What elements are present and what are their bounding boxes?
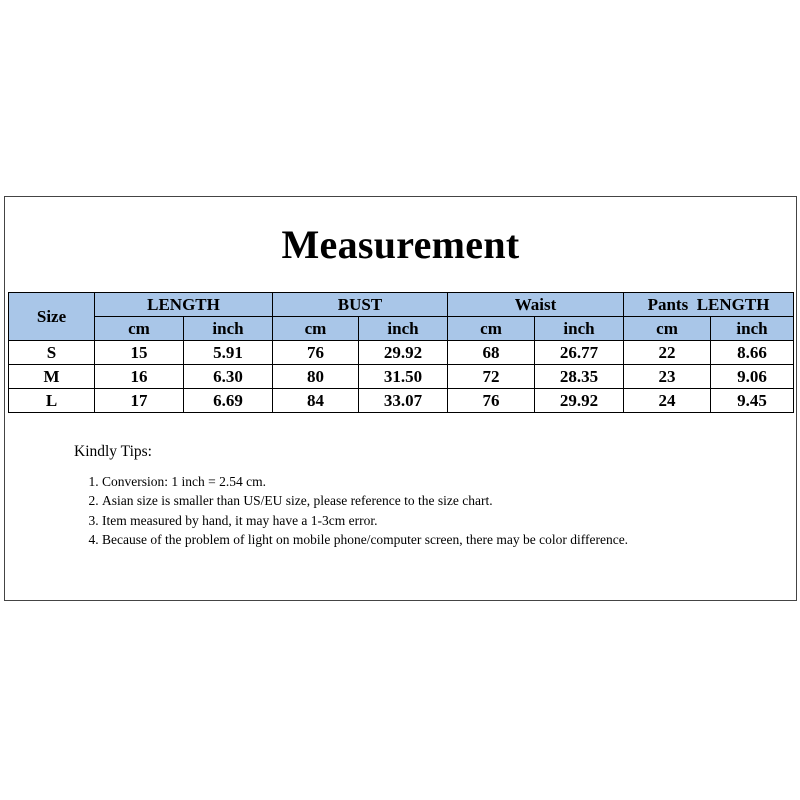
value-cell: 16 xyxy=(95,365,184,389)
tip-item: 1. Conversion: 1 inch = 2.54 cm. xyxy=(102,472,754,492)
header-bust: BUST xyxy=(273,293,448,317)
tip-item: 4. Because of the problem of light on mobile phone/computer screen, there may be color difference. xyxy=(102,530,754,550)
value-cell: 6.69 xyxy=(184,389,273,413)
value-cell: 17 xyxy=(95,389,184,413)
value-cell: 26.77 xyxy=(535,341,624,365)
tip-item: 2. Asian size is smaller than US/EU size, please reference to the size chart. xyxy=(102,491,754,511)
unit-cell: cm xyxy=(624,317,711,341)
value-cell: 68 xyxy=(448,341,535,365)
value-cell: 5.91 xyxy=(184,341,273,365)
unit-cell: cm xyxy=(448,317,535,341)
header-length: LENGTH xyxy=(95,293,273,317)
value-cell: 33.07 xyxy=(359,389,448,413)
tips-heading: Kindly Tips: xyxy=(74,443,152,460)
size-cell: S xyxy=(9,341,95,365)
page-title: Measurement xyxy=(281,222,520,267)
tips-section xyxy=(74,442,754,550)
table-header-row-groups xyxy=(9,293,794,317)
value-cell: 9.06 xyxy=(711,365,794,389)
value-cell: 80 xyxy=(273,365,359,389)
unit-cell: inch xyxy=(359,317,448,341)
unit-cell: inch xyxy=(535,317,624,341)
value-cell: 72 xyxy=(448,365,535,389)
size-chart-table xyxy=(8,292,794,413)
value-cell: 28.35 xyxy=(535,365,624,389)
table-row xyxy=(9,365,794,389)
value-cell: 22 xyxy=(624,341,711,365)
value-cell: 15 xyxy=(95,341,184,365)
value-cell: 23 xyxy=(624,365,711,389)
header-waist: Waist xyxy=(448,293,624,317)
unit-cell: cm xyxy=(273,317,359,341)
size-cell: M xyxy=(9,365,95,389)
value-cell: 76 xyxy=(448,389,535,413)
tips-list xyxy=(74,472,754,550)
tip-item: 3. Item measured by hand, it may have a 1-3cm error. xyxy=(102,511,754,531)
value-cell: 8.66 xyxy=(711,341,794,365)
size-cell: L xyxy=(9,389,95,413)
table-row xyxy=(9,389,794,413)
unit-cell: cm xyxy=(95,317,184,341)
measurement-sheet xyxy=(4,196,797,601)
table-header-row-units xyxy=(9,317,794,341)
unit-cell: inch xyxy=(184,317,273,341)
unit-cell: inch xyxy=(711,317,794,341)
table-row xyxy=(9,341,794,365)
header-pants-length: Pants LENGTH xyxy=(624,293,794,317)
value-cell: 6.30 xyxy=(184,365,273,389)
value-cell: 24 xyxy=(624,389,711,413)
value-cell: 29.92 xyxy=(535,389,624,413)
value-cell: 84 xyxy=(273,389,359,413)
value-cell: 9.45 xyxy=(711,389,794,413)
header-size: Size xyxy=(9,293,95,341)
value-cell: 31.50 xyxy=(359,365,448,389)
value-cell: 76 xyxy=(273,341,359,365)
value-cell: 29.92 xyxy=(359,341,448,365)
